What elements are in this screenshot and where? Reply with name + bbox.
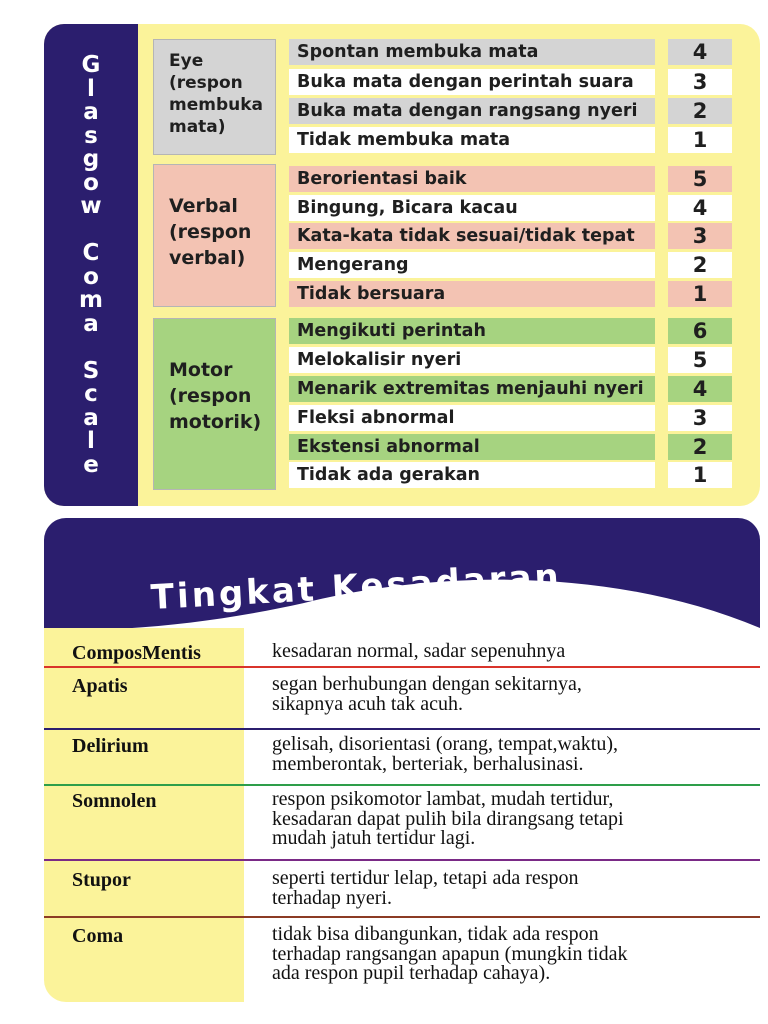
- gcs-title-char: a: [83, 310, 99, 337]
- category-verbal-label: Verbal (respon verbal): [169, 195, 252, 269]
- verbal-item-2: Bingung, Bicara kacau: [289, 195, 655, 221]
- tk-desc-3: gelisah, disorientasi (orang, tempat,waktu), memberontak, berteriak, berhalusinasi.: [272, 733, 619, 775]
- verbal-item-3: Kata-kata tidak sesuai/tidak tepat: [289, 223, 655, 249]
- motor-score-1: 6: [668, 318, 732, 344]
- gcs-title-char: e: [83, 451, 99, 478]
- eye-item-1: Spontan membuka mata: [289, 39, 655, 65]
- tk-divider-5: [44, 916, 760, 918]
- eye-score-2: 3: [668, 69, 732, 95]
- tk-title: Tingkat Kesadaran: [149, 556, 563, 618]
- gcs-title-char: g: [82, 146, 100, 172]
- gcs-title-char: S: [82, 357, 100, 384]
- verbal-score-2: 4: [668, 195, 732, 221]
- motor-item-5: Ekstensi abnormal: [289, 434, 655, 460]
- category-verbal: [153, 164, 276, 307]
- eye-score-3: 2: [668, 98, 732, 124]
- motor-item-2: Melokalisir nyeri: [289, 347, 655, 373]
- motor-score-6: 1: [668, 462, 732, 488]
- category-motor-label: Motor (respon motorik): [169, 359, 262, 433]
- tk-desc-1: kesadaran normal, sadar sepenuhnya: [272, 640, 566, 662]
- category-eye-label: Eye (respon membuka mata): [169, 51, 264, 137]
- motor-score-2: 5: [668, 347, 732, 373]
- gcs-title-char: l: [87, 75, 95, 102]
- tk-term-3: Delirium: [72, 735, 149, 757]
- eye-score-1: 4: [668, 39, 732, 65]
- motor-score-4: 3: [668, 405, 732, 431]
- tk-desc-5: seperti tertidur lelap, tetapi ada respon terhadap nyeri.: [272, 867, 579, 909]
- motor-item-1: Mengikuti perintah: [289, 318, 655, 344]
- tk-term-4: Somnolen: [72, 790, 157, 812]
- gcs-title-char: c: [84, 381, 98, 407]
- eye-score-4: 1: [668, 127, 732, 153]
- tk-term-1: ComposMentis: [72, 642, 201, 664]
- motor-score-3: 4: [668, 376, 732, 402]
- verbal-item-1: Berorientasi baik: [289, 166, 655, 192]
- tk-term-6: Coma: [72, 925, 124, 947]
- tk-divider-3: [44, 784, 760, 786]
- tk-desc-6: tidak bisa dibangunkan, tidak ada respon terhadap rangsangan apapun (mungkin tidak ada respon pupil terhadap cahaya).: [272, 923, 628, 984]
- verbal-score-5: 1: [668, 281, 732, 307]
- gcs-title-char: a: [83, 99, 99, 125]
- gcs-title-char: C: [82, 240, 100, 266]
- verbal-score-1: 5: [668, 166, 732, 192]
- motor-item-6: Tidak ada gerakan: [289, 462, 655, 488]
- tk-term-2: Apatis: [72, 675, 128, 697]
- tk-divider-1: [44, 666, 760, 668]
- verbal-score-3: 3: [668, 223, 732, 249]
- tk-divider-2: [44, 728, 760, 730]
- tk-desc-4: respon psikomotor lambat, mudah tertidur, kesadaran dapat pulih bila dirangsang tetapi mudah jatuh tertidur lagi.: [272, 788, 624, 849]
- gcs-title-char: o: [83, 263, 99, 290]
- category-motor: [153, 318, 276, 490]
- eye-item-2: Buka mata dengan perintah suara: [289, 69, 655, 95]
- category-eye: [153, 39, 276, 155]
- verbal-item-4: Mengerang: [289, 252, 655, 278]
- verbal-item-5: Tidak bersuara: [289, 281, 655, 307]
- gcs-title-char: s: [84, 122, 98, 149]
- motor-item-3: Menarik extremitas menjauhi nyeri: [289, 376, 655, 402]
- tingkat-kesadaran-card: [44, 518, 760, 1002]
- gcs-title-char: a: [83, 404, 99, 431]
- gcs-title-char: m: [79, 287, 103, 313]
- gcs-card: [44, 24, 760, 506]
- tk-term-5: Stupor: [72, 869, 131, 891]
- eye-item-4: Tidak membuka mata: [289, 127, 655, 153]
- verbal-score-4: 2: [668, 252, 732, 278]
- tk-desc-2: segan berhubungan dengan sekitarnya, sikapnya acuh tak acuh.: [272, 673, 582, 715]
- tk-divider-4: [44, 859, 760, 861]
- gcs-title-char: l: [87, 428, 95, 454]
- eye-item-3: Buka mata dengan rangsang nyeri: [289, 98, 655, 124]
- gcs-title-char: w: [80, 193, 102, 219]
- gcs-title-char: G: [81, 52, 101, 78]
- gcs-vertical-title: [74, 54, 108, 477]
- motor-score-5: 2: [668, 434, 732, 460]
- motor-item-4: Fleksi abnormal: [289, 405, 655, 431]
- gcs-title-char: o: [83, 169, 99, 196]
